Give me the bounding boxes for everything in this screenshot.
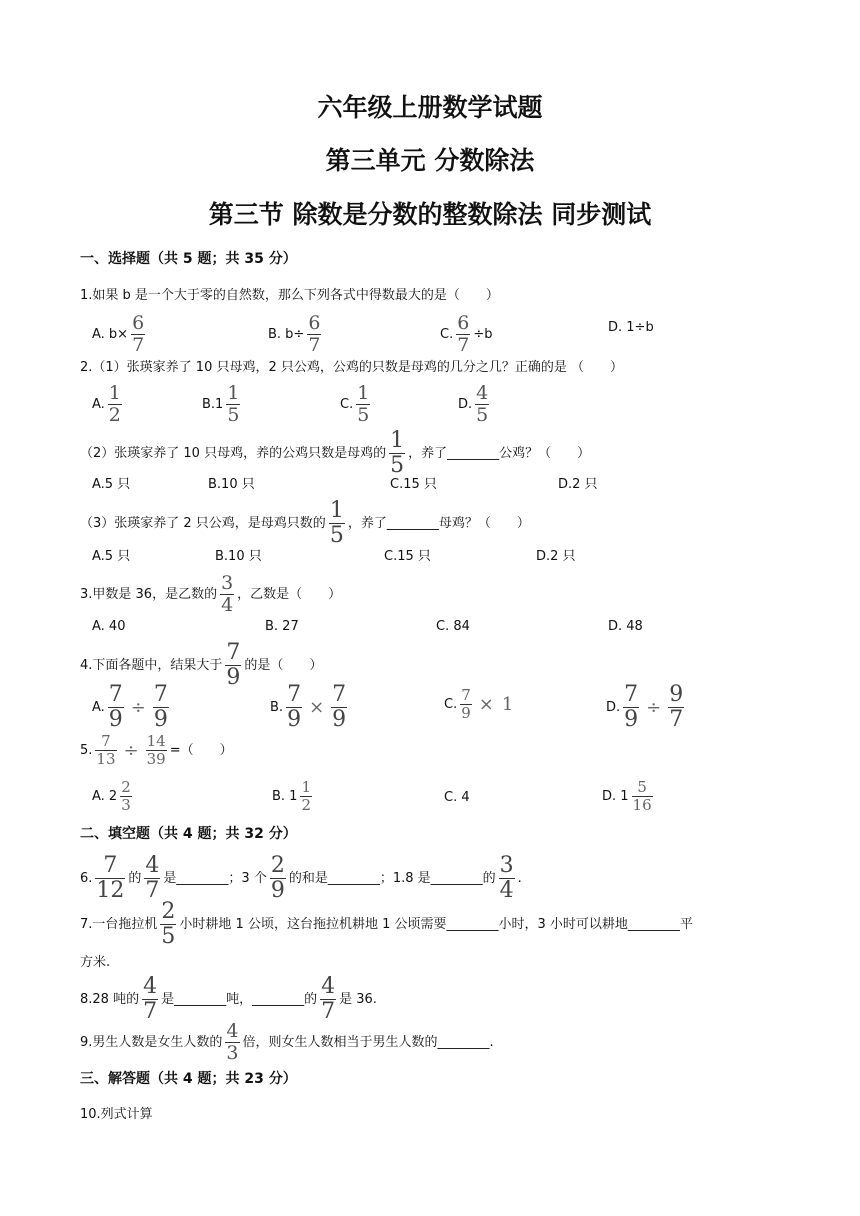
- q2-option-d: D. $\frac{4}{5}$: [458, 382, 489, 426]
- section-heading-solve: 三、解答题（共 4 题；共 23 分）: [80, 1071, 297, 1087]
- q2p2-option-c: C.15 只: [390, 477, 437, 492]
- fraction: $\frac{6}{7}$: [457, 312, 470, 356]
- unit-title: 第三单元 分数除法: [325, 146, 535, 175]
- q3-option-d: D. 48: [608, 619, 643, 634]
- page-title: 六年级上册数学试题: [317, 93, 543, 122]
- question-8: 8.28 吨的 $\frac{4}{7}$ 是________吨，________的 $\frac{4}{7}$ 是 36.: [80, 974, 377, 1024]
- q3-option-b: B. 27: [265, 619, 299, 634]
- section-heading-fill: 二、填空题（共 4 题；共 32 分）: [80, 826, 297, 842]
- question-2-stem: 2.（1）张瑛家养了 10 只母鸡，2 只公鸡，公鸡的只数是母鸡的几分之几？正确的是 （ ）: [80, 360, 624, 375]
- q4-option-d: D. $\frac{7}{9}$ ÷ $\frac{9}{7}$: [606, 682, 684, 732]
- question-5-stem: 5. $\frac{7}{13}$ ÷ $\frac{14}{39}$ =（ ）: [80, 732, 233, 768]
- q1-option-c: C. $\frac{6}{7}$ ÷b: [440, 312, 493, 356]
- q4-option-a: A. $\frac{7}{9}$ ÷ $\frac{7}{9}$: [92, 682, 168, 732]
- q2-option-b: B.1 $\frac{1}{5}$: [202, 382, 240, 426]
- q5-option-a: A. 2 $\frac{2}{3}$: [92, 778, 131, 814]
- q2p2-option-d: D.2 只: [558, 477, 598, 492]
- q4-option-c: C. $\frac{7}{9}$ × 1: [444, 686, 514, 722]
- q3-option-c: C. 84: [436, 619, 470, 634]
- question-2-part-2: （2）张瑛家养了 10 只母鸡，养的公鸡只数是母鸡的 $\frac{1}{5}$ ，养了________公鸡？（ ）: [80, 428, 591, 478]
- q5-option-d: D. 1 $\frac{5}{16}$: [602, 778, 652, 814]
- q2p3-option-c: C.15 只: [384, 549, 431, 564]
- question-6: 6. $\frac{7}{12}$ 的 $\frac{4}{7}$ 是________；3 个 $\frac{2}{9}$ 的和是________；1.8 是________的 $\frac{3}{4}$ .: [80, 853, 522, 903]
- question-3-stem: 3.甲数是 36，是乙数的 $\frac{3}{4}$ ，乙数是（ ）: [80, 572, 342, 616]
- question-9: 9.男生人数是女生人数的 $\frac{4}{3}$ 倍，则女生人数相当于男生人数的________.: [80, 1020, 494, 1064]
- q1-option-b: B. b÷ $\frac{6}{7}$: [268, 312, 321, 356]
- q3-option-a: A. 40: [92, 619, 126, 634]
- question-10-stem: 10.列式计算: [80, 1107, 153, 1122]
- question-1-stem: 1.如果 b 是一个大于零的自然数，那么下列各式中得数最大的是（ ）: [80, 288, 499, 303]
- q2p3-option-b: B.10 只: [215, 549, 262, 564]
- q2p2-option-a: A.5 只: [92, 477, 131, 492]
- q2-option-c: C. $\frac{1}{5}$: [340, 382, 370, 426]
- q1-option-a: A. b× $\frac{6}{7}$: [92, 312, 145, 356]
- q5-option-b: B. 1 $\frac{1}{2}$: [272, 778, 312, 814]
- section-heading-choice: 一、选择题（共 5 题；共 35 分）: [80, 251, 297, 267]
- q1-option-d: D. 1÷b: [608, 320, 654, 335]
- question-7-line-2: 方米.: [80, 955, 111, 970]
- question-7: 7.一台拖拉机 $\frac{2}{5}$ 小时耕地 1 公顷，这台拖拉机耕地 1 公顷需要________小时，3 小时可以耕地________平: [80, 899, 693, 949]
- q2p3-option-a: A.5 只: [92, 549, 131, 564]
- fraction: $\frac{6}{7}$: [132, 312, 145, 356]
- q2-option-a: A. $\frac{1}{2}$: [92, 382, 121, 426]
- fraction: $\frac{6}{7}$: [308, 312, 321, 356]
- q5-option-c: C. 4: [444, 790, 470, 805]
- q2p3-option-d: D.2 只: [536, 549, 576, 564]
- question-4-stem: 4.下面各题中，结果大于 $\frac{7}{9}$ 的是（ ）: [80, 640, 323, 690]
- section-title: 第三节 除数是分数的整数除法 同步测试: [208, 200, 652, 229]
- question-2-part-3: （3）张瑛家养了 2 只公鸡，是母鸡只数的 $\frac{1}{5}$ ，养了________母鸡？（ ）: [80, 498, 530, 548]
- q4-option-b: B. $\frac{7}{9}$ × $\frac{7}{9}$: [270, 682, 347, 732]
- q2p2-option-b: B.10 只: [208, 477, 255, 492]
